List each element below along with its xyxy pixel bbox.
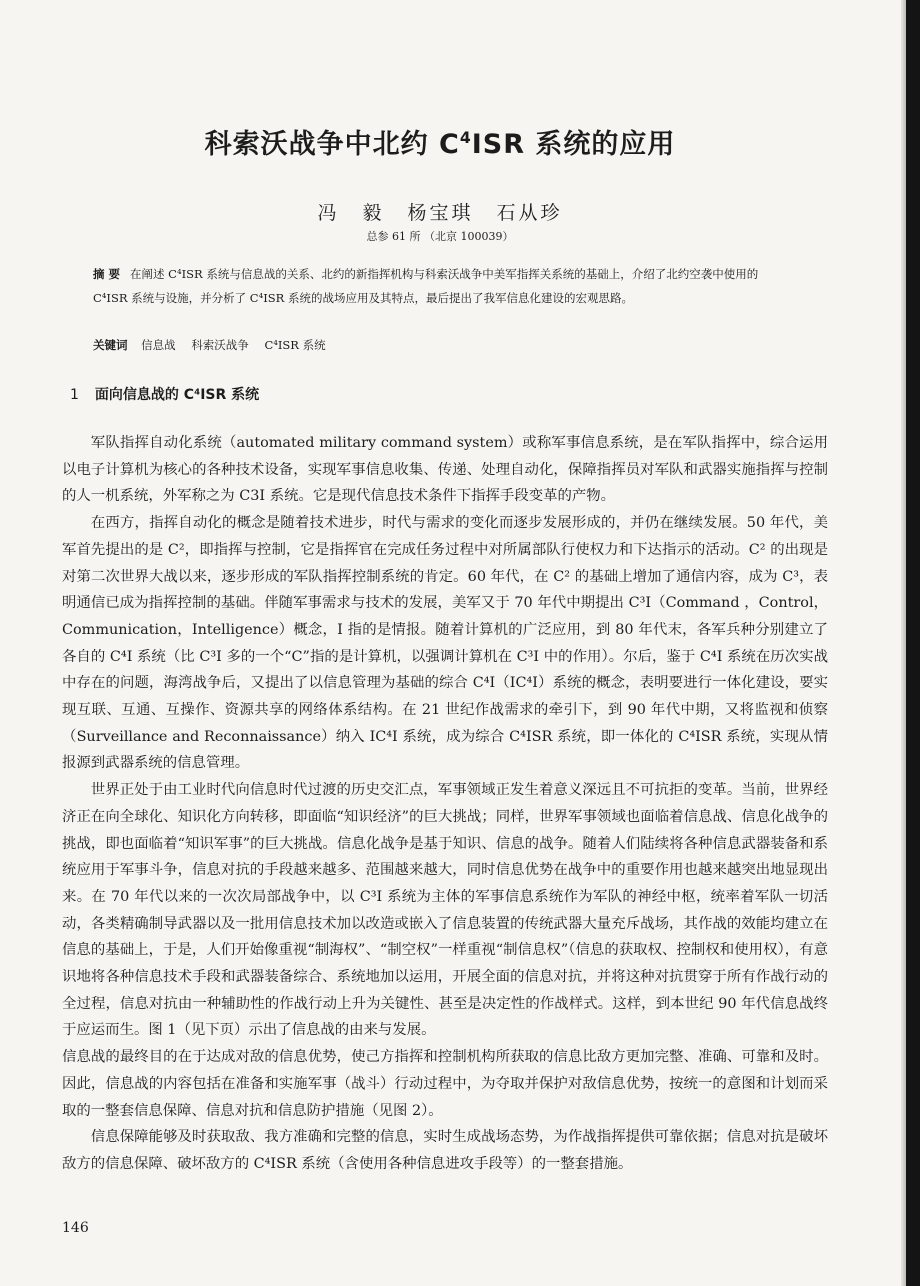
authors: 冯 毅 杨宝琪 石从珍	[317, 202, 563, 224]
abstract-text: 在阐述 C⁴ISR 系统与信息战的关系、北约的新指挥机构与科索沃战争中美军指挥关系统的基础上，介绍了北约空袭中使用的 C⁴ISR 系统与设施，并分析了 C⁴ISR 系统的战场应用及其特点，最后提出了我军信息化建设的宏观思路。	[93, 267, 759, 305]
keyword: C⁴ISR 系统	[264, 338, 326, 352]
body-text	[62, 430, 828, 1178]
section-number: 1	[70, 387, 79, 403]
paragraph: 世界正处于由工业时代向信息时代过渡的历史交汇点，军事领域正发生着意义深远且不可抗拒的变革。当前，世界经济正在向全球化、知识化方向转移，即面临“知识经济”的巨大挑战；同样，世界军事领域也面临着信息战、信息化战争的挑战，即也面临着“知识军事”的巨大挑战。信息化战争是基于知识、信息的战争。随着人们陆续将各种信息武器装备和系统应用于军事斗争，信息对抗的手段越来越多、范围越来越大，同时信息优势在战争中的重要作用也越来越突出地显现出来。在 70 年代以来的一次次局部战争中，以 C³I 系统为主体的军事信息系统作为军队的神经中枢，统率着军队一切活动，各类精确制导武器以及一批用信息技术加以改造或嵌入了信息装置的传统武器大量充斥战场，其作战的效能均建立在信息的基础上，于是，人们开始像重视“制海权”、“制空权”一样重视“制信息权”（信息的获取权、控制权和使用权），有意识地将各种信息技术手段和武器装备综合、系统地加以运用，开展全面的信息对抗，并将这种对抗贯穿于所有作战行动的全过程，信息对抗由一种辅助性的作战行动上升为关键性、甚至是决定性的作战样式。这样，到本世纪 90 年代信息战终于应运而生。图 1（见下页）示出了信息战的由来与发展。	[62, 782, 828, 1039]
paragraph: 在西方，指挥自动化的概念是随着技术进步，时代与需求的变化而逐步发展形成的，并仍在继续发展。50 年代，美军首先提出的是 C²，即指挥与控制，它是指挥官在完成任务过程中对所属部队行使权力和下达指示的活动。C² 的出现是对第二次世界大战以来，逐步形成的军队指挥控制系统的肯定。60 年代，在 C² 的基础上增加了通信内容，成为 C³，表明通信已成为指挥控制的基础。伴随军事需求与技术的发展，美军又于 70 年代中期提出 C³I（Command ，Control，Communication，Intelligence）概念，I 指的是情报。随着计算机的广泛应用，到 80 年代末，各军兵种分别建立了各自的 C⁴I 系统（比 C³I 多的一个“C”指的是计算机，以强调计算机在 C³I 中的作用）。尔后，鉴于 C⁴I 系统在历次实战中存在的问题，海湾战争后，又提出了以信息管理为基础的综合 C⁴I（IC⁴I）系统的概念，表明要进行一体化建设，要实现互联、互通、互操作、资源共享的网络体系结构。在 21 世纪作战需求的牵引下，到 90 年代中期，又将监视和侦察（Surveillance and Reconnaissance）纳入 IC⁴I 系统，成为综合 C⁴ISR 系统，即一体化的 C⁴ISR 系统，实现从情报源到武器系统的信息管理。	[62, 515, 828, 772]
paper-title: 科索沃战争中北约 $C^4ISR$ 系统的应用	[204, 128, 676, 160]
section-heading	[70, 384, 259, 404]
keyword: 科索沃战争	[191, 338, 249, 352]
keywords	[93, 334, 793, 356]
page-edge	[906, 0, 920, 1286]
abstract	[93, 262, 793, 310]
keyword: 信息战	[141, 338, 176, 352]
keywords-label: 关键词	[93, 338, 128, 352]
paragraph: 信息保障能够及时获取敌、我方准确和完整的信息，实时生成战场态势，为作战指挥提供可靠依据；信息对抗是破坏敌方的信息保障、破坏敌方的 C⁴ISR 系统（含使用各种信息进攻手段等）的一整套措施。	[62, 1129, 828, 1172]
affiliation: 总参 61 所 （北京 100039）	[366, 230, 514, 243]
abstract-label: 摘 要	[93, 267, 121, 281]
paragraph: 军队指挥自动化系统（automated military command system）或称军事信息系统，是在军队指挥中，综合运用以电子计算机为核心的各种技术设备，实现军事信息收集、传递、处理自动化，保障指挥员对军队和武器实施指挥与控制的人一机系统，外军称之为 C3I 系统。它是现代信息技术条件下指挥手段变革的产物。	[62, 435, 828, 505]
page-number: 146	[62, 1220, 89, 1236]
section-title: 面向信息战的 C⁴ISR 系统	[94, 387, 260, 403]
paragraph: 信息战的最终目的在于达成对敌的信息优势，使己方指挥和控制机构所获取的信息比敌方更加完整、准确、可靠和及时。因此，信息战的内容包括在准备和实施军事（战斗）行动过程中，为夺取并保护对敌信息优势，按统一的意图和计划而采取的一整套信息保障、信息对抗和信息防护措施（见图 2）。	[62, 1049, 828, 1119]
